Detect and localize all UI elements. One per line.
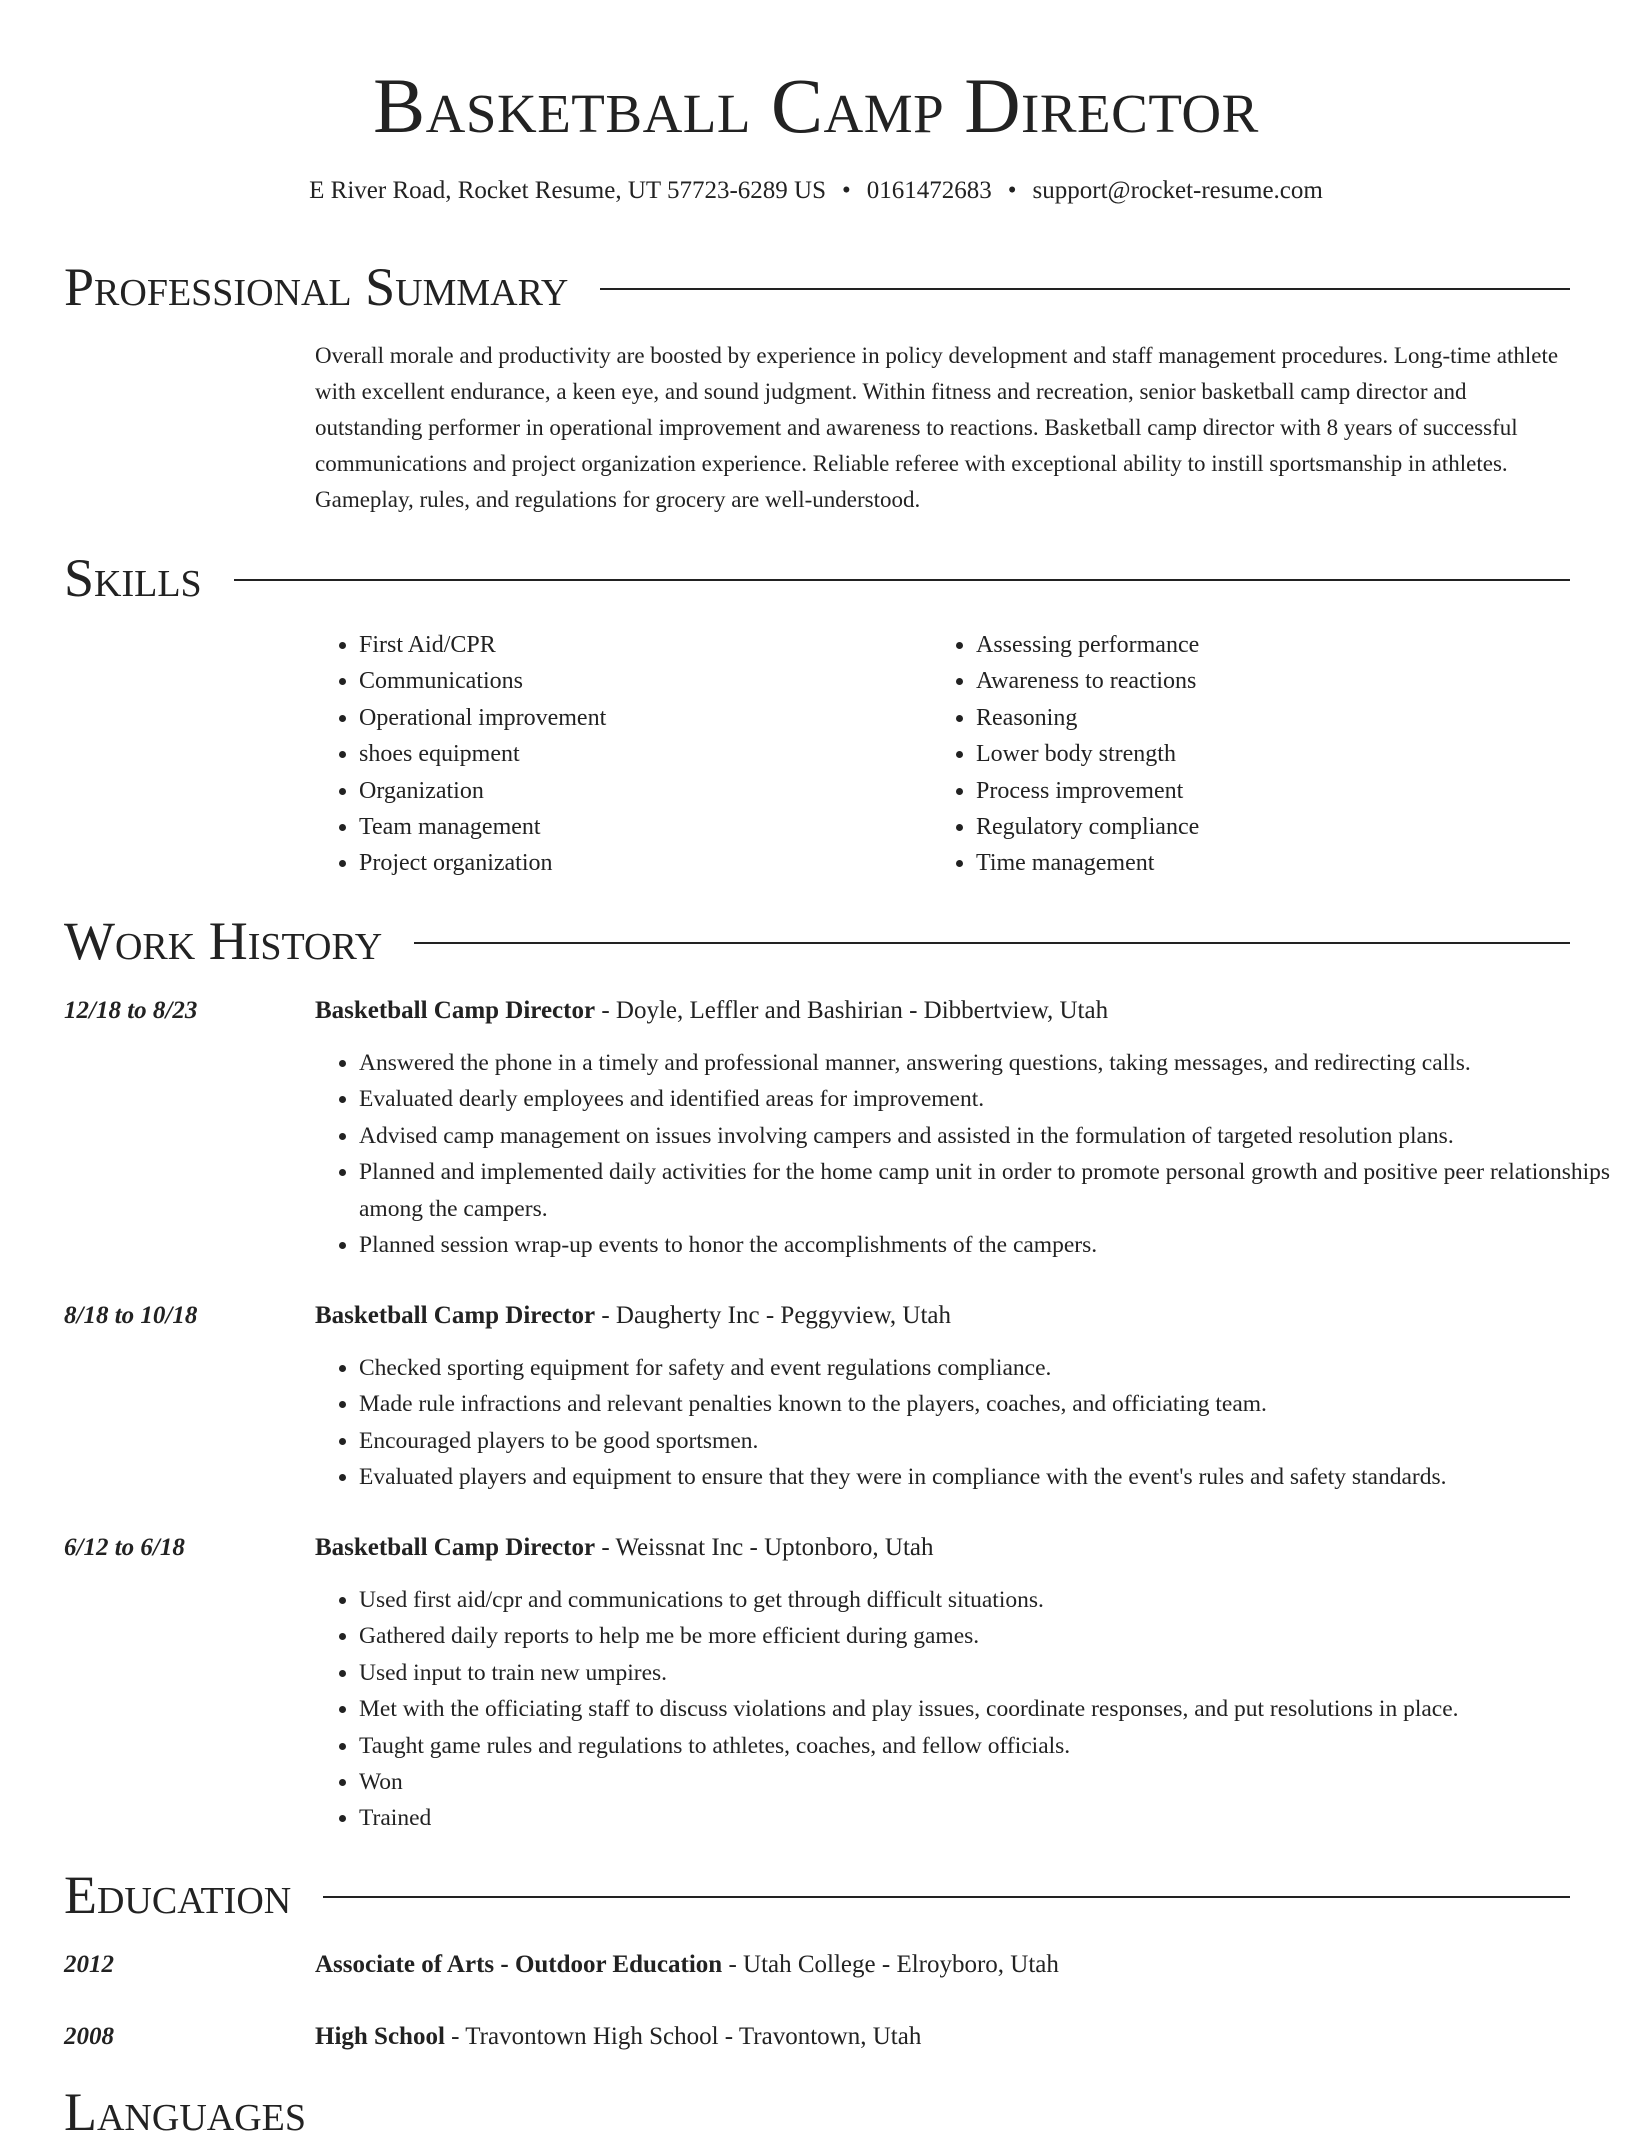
job-bullet: • Evaluated dearly employees and identified areas for improvement. [359, 1081, 1614, 1117]
skill-item: • Awareness to reactions [976, 663, 1536, 699]
job-bullet: • Checked sporting equipment for safety and event regulations compliance. [359, 1350, 1614, 1386]
separator-dot: • [1007, 177, 1017, 204]
job-title: Basketball Camp Director [315, 1534, 596, 1561]
job-bullet: • Answered the phone in a timely and professional manner, answering questions, taking messages, and redirecting calls. [359, 1045, 1614, 1081]
skill-item: • Operational improvement [359, 700, 919, 736]
education-entry [315, 2021, 1570, 2053]
job-bullets [315, 1582, 1614, 1837]
job-title: Basketball Camp Director [315, 1302, 596, 1329]
job-bullet: • Taught game rules and regulations to athletes, coaches, and fellow officials. [359, 1728, 1614, 1764]
skill-item: • Reasoning [976, 700, 1536, 736]
section-header-summary [64, 257, 1570, 317]
job-details: - Weissnat Inc - Uptonboro, Utah [595, 1534, 934, 1561]
section-header-work [64, 911, 1570, 971]
job-bullet: • Evaluated players and equipment to ensure that they were in compliance with the event's rules and safety standards. [359, 1459, 1614, 1495]
job-bullet: • Met with the officiating staff to discuss violations and play issues, coordinate responses, and put resolutions in place. [359, 1691, 1614, 1727]
section-header-skills [64, 548, 1570, 608]
section-header-education [64, 1865, 1570, 1925]
skill-item: • Communications [359, 663, 919, 699]
job-dates: 8/18 to 10/18 [64, 1302, 198, 1329]
skill-item: • Organization [359, 773, 919, 809]
job-bullet: • Encouraged players to be good sportsmen. [359, 1423, 1614, 1459]
section-title: Education [64, 1865, 292, 1925]
address: E River Road, Rocket Resume, UT 57723-6289 US [309, 177, 827, 204]
section-divider [600, 288, 1570, 290]
degree: Associate of Arts - Outdoor Education [315, 1951, 723, 1978]
email-link[interactable]: support@rocket-resume.com [1032, 177, 1323, 204]
job-bullet: • Gathered daily reports to help me be more efficient during games. [359, 1618, 1614, 1654]
skill-item: • Time management [976, 845, 1536, 881]
education-year: 2008 [64, 2023, 114, 2050]
section-divider [414, 942, 1570, 944]
skill-item: • shoes equipment [359, 736, 919, 772]
job-bullet: • Used first aid/cpr and communications to get through difficult situations. [359, 1582, 1614, 1618]
education-entry [315, 1949, 1570, 1981]
job-title: Basketball Camp Director [315, 997, 596, 1024]
skill-item: • Assessing performance [976, 627, 1536, 663]
section-title: Skills [64, 548, 202, 608]
skills-list-left [315, 627, 919, 882]
section-title: Professional Summary [64, 257, 569, 317]
skill-item: • Team management [359, 809, 919, 845]
job-details: - Daugherty Inc - Peggyview, Utah [595, 1302, 951, 1329]
skill-item: • Process improvement [976, 773, 1536, 809]
summary-text: Overall morale and productivity are boosted by experience in policy development and staff management procedures. Long-time athlete with excellent endurance, a keen eye, and sound judgment. Within fitness and recreation, senior basketball camp director and outstanding performer in operational improvement and awareness to reactions. Basketball camp director with 8 years of successful communications and project organization experience. Reliable referee with exceptional ability to instill sportsmanship in athletes. Gameplay, rules, and regulations for grocery are well-understood. [315, 343, 1559, 512]
skills-list-right [932, 627, 1536, 882]
job-bullet: • Won [359, 1764, 1614, 1800]
section-title: Work History [64, 911, 383, 971]
job-bullet: • Trained [359, 1800, 1614, 1836]
job-bullet: • Planned session wrap-up events to honor the accomplishments of the campers. [359, 1227, 1614, 1263]
job-heading [315, 1300, 1570, 1332]
school-details: - Utah College - Elroyboro, Utah [722, 1951, 1059, 1978]
job-bullets [315, 1045, 1614, 1263]
education-year: 2012 [64, 1951, 114, 1978]
job-heading [315, 995, 1570, 1027]
degree: High School [315, 2023, 445, 2050]
separator-dot: • [842, 177, 851, 204]
section-title: Languages [64, 2082, 306, 2142]
skill-item: • Lower body strength [976, 736, 1536, 772]
job-details: - Doyle, Leffler and Bashirian - Dibbertview, Utah [595, 997, 1109, 1024]
school-details: - Travontown High School - Travontown, Utah [444, 2023, 922, 2050]
skill-item: • First Aid/CPR [359, 627, 919, 663]
job-heading [315, 1532, 1570, 1564]
job-bullet: • Made rule infractions and relevant penalties known to the players, coaches, and officiating team. [359, 1386, 1614, 1422]
job-bullets [315, 1350, 1614, 1496]
contact-line [0, 175, 1632, 207]
section-divider [323, 1896, 1570, 1898]
job-dates: 6/12 to 6/18 [64, 1534, 185, 1561]
job-bullet: • Planned and implemented daily activities for the home camp unit in order to promote personal growth and positive peer relationships among the campers. [359, 1154, 1614, 1227]
skill-item: • Regulatory compliance [976, 809, 1536, 845]
job-bullet: • Advised camp management on issues involving campers and assisted in the formulation of targeted resolution plans. [359, 1118, 1614, 1154]
section-header-languages [64, 2082, 1570, 2142]
skill-item: • Project organization [359, 845, 919, 881]
resume-title: Basketball Camp Director [373, 62, 1259, 149]
job-dates: 12/18 to 8/23 [64, 997, 198, 1024]
section-divider [234, 579, 1570, 581]
job-bullet: • Used input to train new umpires. [359, 1655, 1614, 1691]
phone: 0161472683 [866, 177, 992, 204]
